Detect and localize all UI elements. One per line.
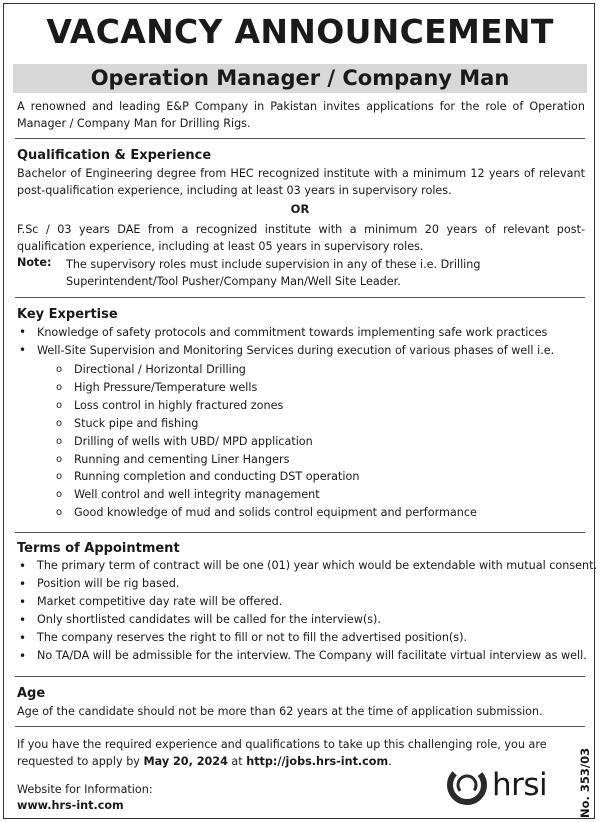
sublist-item: o Loss control in highly fractured zones: [56, 397, 576, 415]
terms-list: [17, 557, 598, 666]
sublist-item: o High Pressure/Temperature wells: [56, 379, 576, 397]
expertise-sublist: [56, 361, 576, 522]
deadline-date: May 20, 2024: [143, 755, 228, 768]
or-separator: OR: [290, 202, 310, 216]
age-text: Age of the candidate should not be more than 62 years at the time of application submission.: [17, 705, 543, 718]
section-divider: [15, 676, 585, 677]
list-item: • Market competitive day rate will be offered.: [17, 593, 587, 611]
age-heading: Age: [17, 686, 46, 701]
website-label: Website for Information:: [17, 783, 153, 796]
expertise-heading: Key Expertise: [17, 307, 118, 322]
list-item: • Position will be rig based.: [17, 575, 587, 593]
terms-heading: Terms of Appointment: [17, 541, 180, 556]
expertise-list: [17, 324, 587, 359]
ad-reference-number: No. 353/03: [578, 747, 592, 818]
list-item: • The company reserves the right to fill or not to fill the advertised position(s).: [17, 629, 587, 647]
apply-text-end: .: [388, 755, 392, 768]
logo-wordmark: hrsi: [492, 767, 548, 803]
qualification-option-1: Bachelor of Engineering degree from HEC recognized institute with a minimum 12 years of relevant post-qualification experience, including at least 03 years in supervisory roles.: [17, 167, 585, 197]
list-item: • Knowledge of safety protocols and commitment towards implementing safe work practices: [17, 324, 587, 342]
note-label: Note:: [17, 256, 52, 269]
list-item: • Well-Site Supervision and Monitoring Services during execution of various phases of well i.e.: [17, 342, 587, 360]
list-item: • Only shortlisted candidates will be called for the interview(s).: [17, 611, 587, 629]
sublist-item: o Running completion and conducting DST operation: [56, 468, 576, 486]
section-divider: [15, 138, 585, 139]
section-divider: [15, 726, 585, 727]
sublist-item: o Running and cementing Liner Hangers: [56, 451, 576, 469]
sublist-item: o Good knowledge of mud and solids control equipment and performance: [56, 504, 576, 522]
section-divider: [15, 532, 585, 533]
apply-text: If you have the required experience and qualifications to take up this challenging role, you are requested to apply by: [17, 738, 547, 768]
sublist-item: o Drilling of wells with UBD/ MPD application: [56, 433, 576, 451]
application-link[interactable]: http://jobs.hrs-int.com: [246, 755, 389, 768]
sublist-item: o Directional / Horizontal Drilling: [56, 361, 576, 379]
website-link[interactable]: www.hrs-int.com: [17, 799, 124, 812]
qualification-heading: Qualification & Experience: [17, 148, 212, 163]
page-title: VACANCY ANNOUNCEMENT: [46, 12, 554, 51]
note-text: The supervisory roles must include supervision in any of these i.e. Drilling Superintendent/Tool Pusher/Company Man/Well Site Leader.: [66, 258, 481, 288]
sublist-item: o Stuck pipe and fishing: [56, 415, 576, 433]
intro-paragraph: A renowned and leading E&P Company in Pakistan invites applications for the role of Operation Manager / Company Man for Drilling Rigs.: [17, 100, 585, 130]
list-item: • No TA/DA will be admissible for the interview. The Company will facilitate virtual interview as well.: [17, 647, 587, 665]
sublist-item: o Well control and well integrity management: [56, 486, 576, 504]
section-divider: [15, 297, 585, 298]
job-title-banner: Operation Manager / Company Man: [13, 64, 587, 93]
apply-text-mid: at: [227, 755, 247, 768]
qualification-option-2: F.Sc / 03 years DAE from a recognized institute with a minimum 20 years of relevant post- qualification experience, including at least 05 years in supervisory roles.: [17, 223, 585, 253]
list-item: • The primary term of contract will be one (01) year which would be extendable with mutual consent.: [17, 557, 587, 575]
